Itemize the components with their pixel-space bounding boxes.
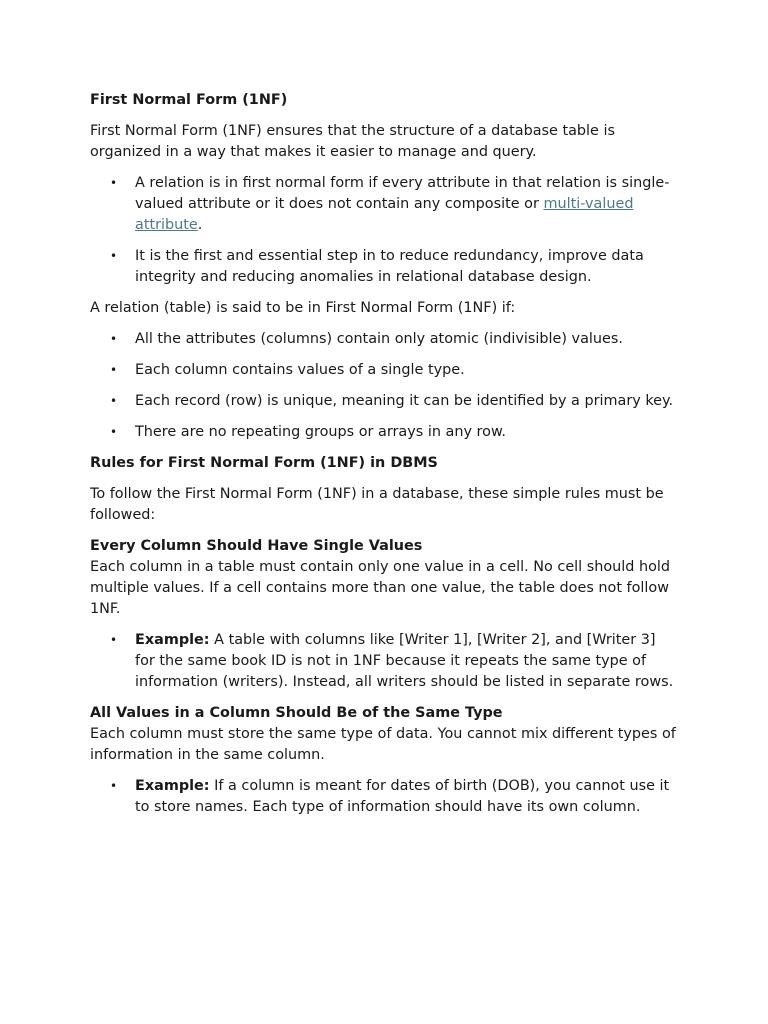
rule2-heading: All Values in a Column Should Be of the Same Type (90, 705, 503, 721)
rules-heading: Rules for First Normal Form (1NF) in DBMS (90, 455, 438, 471)
example-text: A table with columns like [Writer 1], [Writer 2], and [Writer 3] for the same book ID is not in 1NF because it repeats the same type of information (writers). Instead, all writers should be listed in separate rows. (135, 632, 674, 690)
rule2-example-list (90, 776, 678, 818)
list-item-text: A relation is in first normal form if every attribute in that relation is single-valued attribute or it does not contain any composite or (135, 175, 670, 212)
page-title: First Normal Form (1NF) (90, 92, 288, 108)
bullet-icon: • (110, 779, 118, 793)
rule1-example-list (90, 630, 678, 693)
bullet-icon: • (110, 425, 118, 439)
list-item (90, 776, 678, 818)
bullet-icon: • (110, 394, 118, 408)
list-item-text-end: . (197, 217, 203, 233)
example-label: Example: (135, 778, 210, 794)
list-item (90, 173, 678, 236)
list-item-text: There are no repeating groups or arrays in any row. (135, 424, 506, 440)
list-item (90, 422, 678, 443)
bullet-icon: • (110, 332, 118, 346)
rules-intro: To follow the First Normal Form (1NF) in a database, these simple rules must be followed: (90, 486, 664, 523)
intro-paragraph: First Normal Form (1NF) ensures that the structure of a database table is organized in a way that makes it easier to manage and query. (90, 123, 615, 160)
list-item (90, 630, 678, 693)
list-item (90, 329, 678, 350)
rule1-text: Each column in a table must contain only one value in a cell. No cell should hold multiple values. If a cell contains more than one value, the table does not follow 1NF. (90, 559, 671, 617)
document-page (90, 90, 678, 828)
example-text: If a column is meant for dates of birth (DOB), you cannot use it to store names. Each type of information should have its own column. (135, 778, 670, 815)
intro-bullet-list (90, 173, 678, 288)
list-item-text: Each record (row) is unique, meaning it can be identified by a primary key. (135, 393, 674, 409)
bullet-icon: • (110, 176, 118, 190)
list-item-text: It is the first and essential step in to reduce redundancy, improve data integrity and reducing anomalies in relational database design. (135, 248, 644, 285)
list-item-text: All the attributes (columns) contain only atomic (indivisible) values. (135, 331, 623, 347)
list-item (90, 360, 678, 381)
bullet-icon: • (110, 363, 118, 377)
conditions-list (90, 329, 678, 443)
list-item (90, 391, 678, 412)
rule1-heading: Every Column Should Have Single Values (90, 538, 423, 554)
bullet-icon: • (110, 249, 118, 263)
rule2-text: Each column must store the same type of data. You cannot mix different types of information in the same column. (90, 726, 676, 763)
conditions-intro: A relation (table) is said to be in First Normal Form (1NF) if: (90, 300, 516, 316)
list-item-text: Each column contains values of a single type. (135, 362, 465, 378)
example-label: Example: (135, 632, 210, 648)
multi-valued-attribute-link[interactable]: multi-valued attribute (135, 196, 634, 233)
list-item (90, 246, 678, 288)
bullet-icon: • (110, 633, 118, 647)
